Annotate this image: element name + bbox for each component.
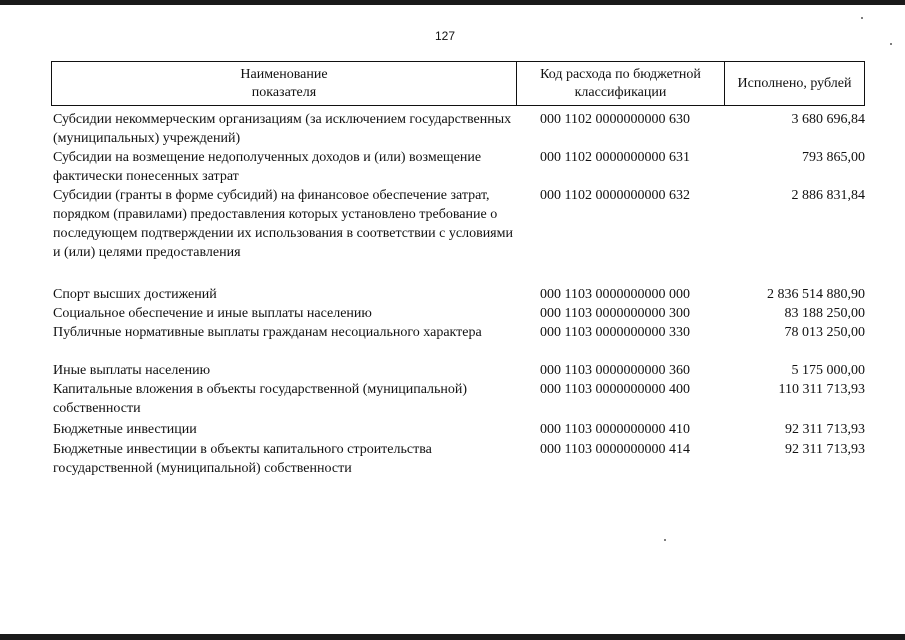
row-code: 000 1102 0000000000 631 — [540, 150, 690, 165]
top-border-rule — [0, 0, 905, 5]
row-name: Бюджетные инвестиции в объекты капитального строительства государственной (муниципальной) собственности — [53, 442, 432, 476]
row-amount: 793 865,00 — [802, 150, 865, 165]
column-header-name-label: Наименование показателя — [240, 66, 328, 100]
row-code: 000 1103 0000000000 000 — [540, 287, 690, 302]
row-code: 000 1103 0000000000 300 — [540, 306, 690, 321]
scan-speck — [890, 43, 892, 45]
row-name: Иные выплаты населению — [53, 363, 211, 378]
row-code: 000 1103 0000000000 330 — [540, 325, 690, 340]
row-name: Субсидии некоммерческим организациям (за исключением государственных (муниципальных) учреждений) — [53, 112, 512, 146]
bottom-border-rule — [0, 634, 905, 640]
row-code: 000 1103 0000000000 410 — [540, 422, 690, 437]
row-code: 000 1103 0000000000 400 — [540, 382, 690, 397]
row-amount: 83 188 250,00 — [784, 306, 865, 321]
row-name: Бюджетные инвестиции — [53, 422, 197, 437]
column-header-name — [52, 62, 517, 105]
row-name: Субсидии на возмещение недополученных доходов и (или) возмещение фактически понесенных затрат — [53, 150, 482, 184]
row-code: 000 1102 0000000000 632 — [540, 188, 690, 203]
column-header-code-label: Код расхода по бюджетной классификации — [540, 66, 701, 100]
row-code: 000 1103 0000000000 414 — [540, 442, 690, 457]
row-name: Социальное обеспечение и иные выплаты населению — [53, 306, 372, 321]
page-number: 127 — [434, 29, 456, 43]
row-code: 000 1102 0000000000 630 — [540, 112, 690, 127]
row-amount: 78 013 250,00 — [784, 325, 865, 340]
scan-speck — [664, 539, 666, 541]
row-name: Спорт высших достижений — [53, 287, 217, 302]
row-code: 000 1103 0000000000 360 — [540, 363, 690, 378]
table-header — [51, 61, 865, 106]
column-header-executed-label: Исполнено, рублей — [737, 75, 852, 91]
row-name: Публичные нормативные выплаты гражданам несоциального характера — [53, 325, 482, 340]
column-header-executed — [725, 62, 864, 105]
row-amount: 2 886 831,84 — [791, 188, 865, 203]
scan-speck — [861, 17, 863, 19]
row-amount: 110 311 713,93 — [778, 382, 865, 397]
row-name: Капитальные вложения в объекты государственной (муниципальной) собственности — [53, 382, 468, 416]
row-amount: 5 175 000,00 — [791, 363, 865, 378]
row-amount: 3 680 696,84 — [791, 112, 865, 127]
column-header-code — [517, 62, 725, 105]
row-amount: 92 311 713,93 — [785, 442, 865, 457]
row-amount: 92 311 713,93 — [785, 422, 865, 437]
row-name: Субсидии (гранты в форме субсидий) на финансовое обеспечение затрат, порядком (правилами) предоставления которых установлено требование о последующем подтверждении их использования в соответствии с условиями и (или) целями предоставления — [53, 188, 513, 260]
row-amount: 2 836 514 880,90 — [767, 287, 865, 302]
